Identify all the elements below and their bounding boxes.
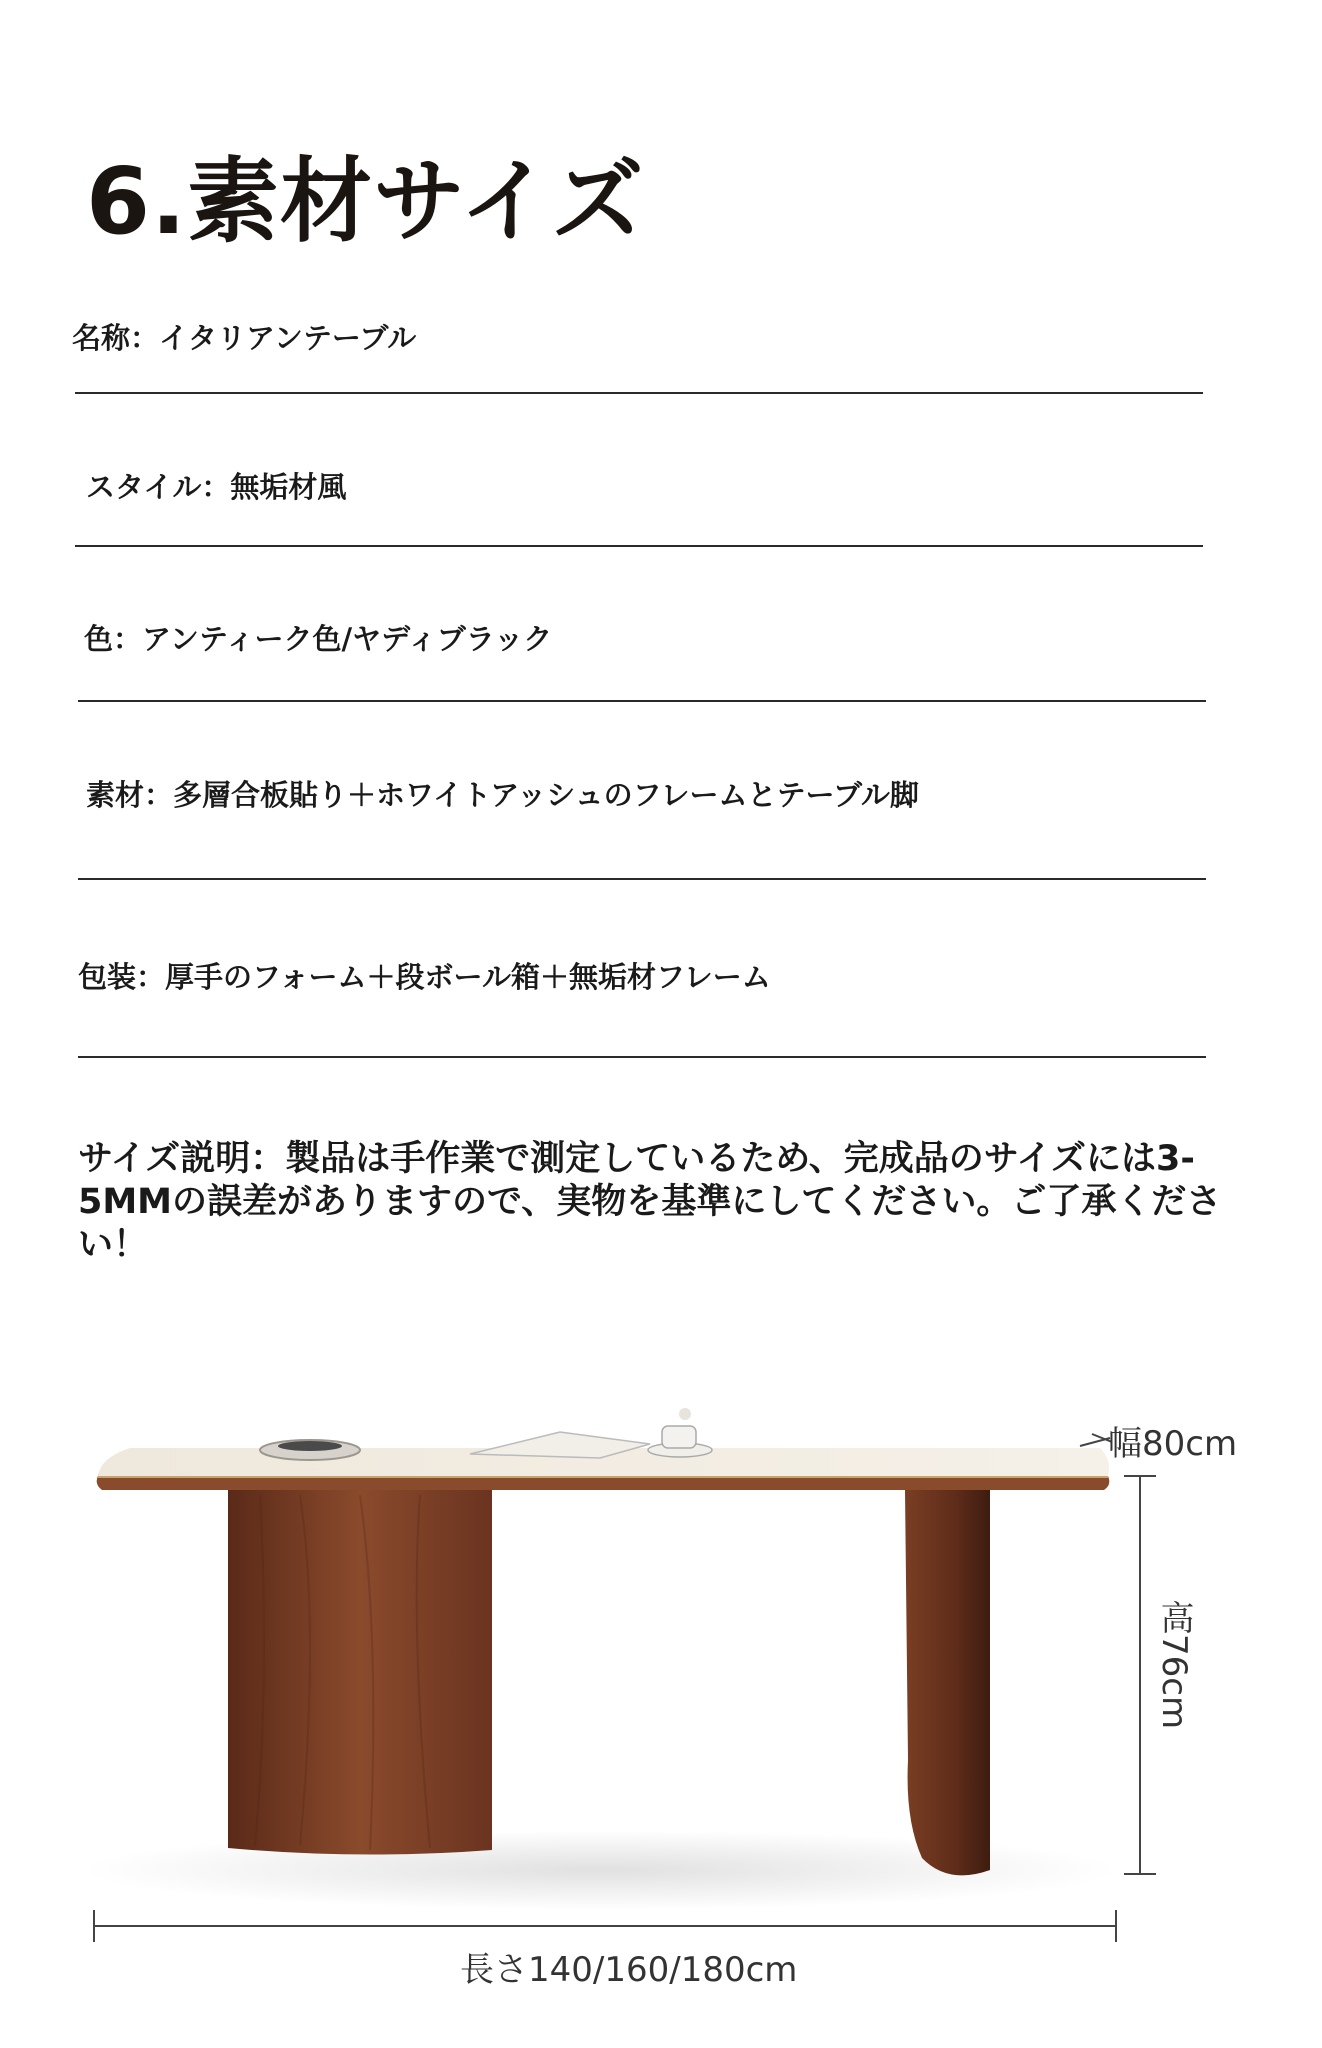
height-label: 高76cm bbox=[1154, 1600, 1194, 1730]
table-figure bbox=[0, 1380, 1322, 2020]
table-illustration bbox=[0, 1380, 1322, 2020]
divider bbox=[78, 878, 1206, 880]
right-leg bbox=[905, 1490, 990, 1875]
spec-style: スタイル：無垢材風 bbox=[86, 470, 347, 504]
divider bbox=[78, 700, 1206, 702]
left-leg bbox=[228, 1490, 492, 1855]
divider bbox=[75, 392, 1203, 394]
size-note: サイズ説明：製品は手作業で測定しているため、完成品のサイズには3-5MMの誤差がありますので、実物を基準にしてください。ご了承ください！ bbox=[78, 1139, 1222, 1265]
divider bbox=[78, 1056, 1206, 1058]
spec-name: 名称：イタリアンテーブル bbox=[72, 321, 417, 355]
spec-material: 素材：多層合板貼り＋ホワイトアッシュのフレームとテーブル脚 bbox=[86, 778, 919, 812]
divider bbox=[75, 545, 1203, 547]
spec-packaging: 包装：厚手のフォーム＋段ボール箱＋無垢材フレーム bbox=[78, 960, 771, 994]
length-label: 長さ140/160/180cm bbox=[460, 1950, 798, 1990]
cup bbox=[662, 1426, 696, 1448]
table-top-edge bbox=[97, 1476, 1110, 1490]
spec-color: 色：アンティーク色/ヤディブラック bbox=[84, 622, 553, 656]
width-label: 幅80cm bbox=[1108, 1424, 1238, 1464]
section-title: 6.素材サイズ bbox=[86, 148, 645, 255]
